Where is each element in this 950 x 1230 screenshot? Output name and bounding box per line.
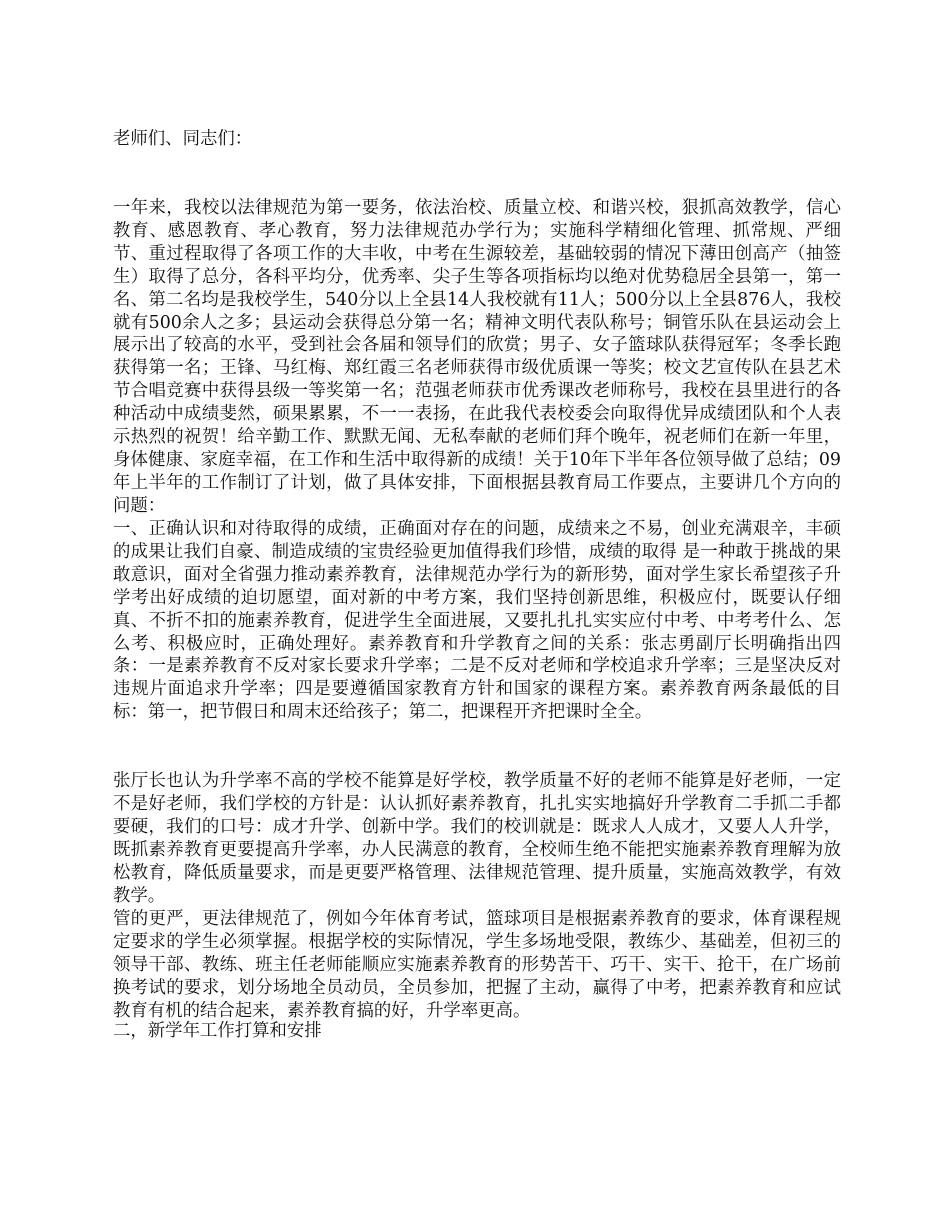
greeting-line: 老师们、同志们： [113,129,253,149]
paragraph-pe-exam: 管的更严，更法律规范了，例如今年体育考试，篮球项目是根据素养教育的要求，体育课程规定要求的学生必须掌握。根据学校的实际情况，学生多场地受限，教练少、基础差，但初三的领导干部、教练、班主任老师能顺应实施素养教育的形势苦干、巧干、实干、抢干，在广场前换考试的要求，划分场地全员动员，全员参加，把握了主动，赢得了中考，把素养教育和应试教育有机的结合起来，素养教育搞的好，升学率更高。 [113,909,841,1021]
paragraph-school-policy: 张厅长也认为升学率不高的学校不能算是好学校，教学质量不好的老师不能算是好老师，一定不是好老师，我们学校的方针是：认认抓好素养教育，扎扎实实地搞好升学教育二手抓二手都要硬，我们的口号：成才升学、创新中学。我们的校训就是：既求人人成才，又要人人升学，既抓素养教育更要提高升学率，办人民满意的教育，全校师生绝不能把实施素养教育理解为放松教育，降低质量要求，而是更要严格管理、法律规范管理、提升质量，实施高效教学，有效教学。 [113,771,841,906]
paragraph-section-one: 一、正确认识和对待取得的成绩，正确面对存在的问题，成绩来之不易，创业充满艰辛，丰硕的成果让我们自豪、制造成绩的宝贵经验更加值得我们珍惜，成绩的取得 是一种敢于挑战的果敢意识，面对全省强力推动素养教育，法律规范办学行为的新形势，面对学生家长希望孩子升学考出好成绩的迫切愿望，面对新的中考方案，我们坚持创新思维，积极应付，既要认仔细真、不折不扣的施素养教育，促进学生全面进展，又要扎扎扎实实应付中考、中考考什么、怎么考、积极应时，正确处理好。素养教育和升学教育之间的关系：张志勇副厅长明确指出四条：一是素养教育不反对家长要求升学率；二是不反对老师和学校追求升学率；三是坚决反对违规片面追求升学率；四是要遵循国家教育方针和国家的课程方案。素养教育两条最低的目标：第一，把节假日和周末还给孩子；第二，把课程开齐把课时全全。 [113,519,841,723]
section-heading-two: 二，新学年工作打算和安排 [113,1021,322,1041]
paragraph-year-review: 一年来，我校以法律规范为第一要务，依法治校、质量立校、和谐兴校，狠抓高效教学，信心教育、感恩教育、孝心教育，努力法律规范办学行为；实施科学精细化管理、抓常规、严细节、重过程取得了各项工作的大丰收，中考在生源较差，基础较弱的情况下薄田创高产（抽签生）取得了总分，各科平均分，优秀率、尖子生等各项指标均以绝对优势稳居全县第一，第一名、第二名均是我校学生，540分以上全县14人我校就有11人；500分以上全县876人，我校就有500余人之多；县运动会获得总分第一名；精神文明代表队称号；铜管乐队在县运动会上展示出了较高的水平，受到社会各届和领导们的欣赏；男子、女子篮球队获得冠军；冬季长跑获得第一名；王锋、马红梅、郑红霞三名老师获得市级优质课一等奖；校文艺宣传队在县艺术节合唱竞赛中获得县级一等奖第一名；范强老师获市优秀课改老师称号，我校在县里进行的各种活动中成绩斐然，硕果累累，不一一表扬，在此我代表校委会向取得优异成绩团队和个人表示热烈的祝贺！给辛勤工作、默默无闻、无私奉献的老师们拜个晚年，祝老师们在新一年里，身体健康、家庭幸福，在工作和生活中取得新的成绩！关于10年下半年各位领导做了总结；09年上半年的工作制订了计划，做了具体安排，下面根据县教育局工作要点，主要讲几个方向的问题： [113,198,841,516]
